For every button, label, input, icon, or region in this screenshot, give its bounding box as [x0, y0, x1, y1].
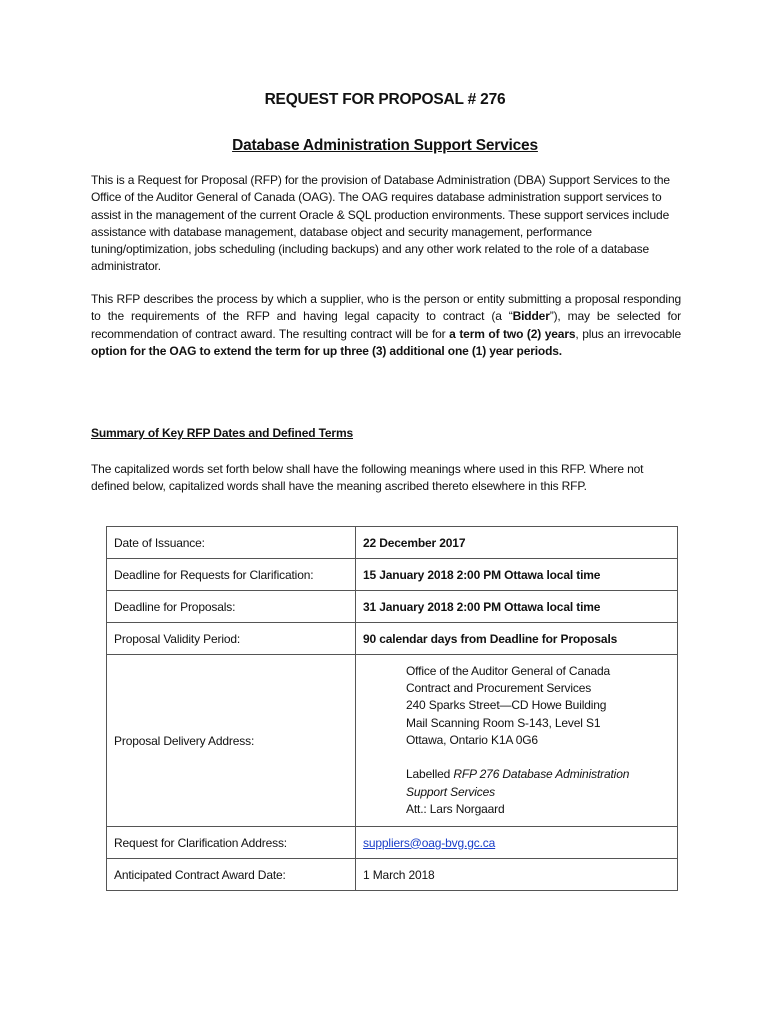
attention-line: Att.: Lars Norgaard — [406, 801, 505, 816]
address-line: Mail Scanning Room S-143, Level S1 — [406, 715, 601, 730]
row-label: Date of Issuance: — [107, 527, 356, 559]
contract-term: a term of two (2) years — [449, 326, 576, 341]
address-line: Ottawa, Ontario K1A 0G6 — [406, 733, 538, 747]
row-value: 90 calendar days from Deadline for Proposals — [356, 623, 678, 655]
delivery-address-cell — [356, 655, 678, 827]
labelled-line — [406, 766, 670, 783]
row-label: Deadline for Proposals: — [107, 591, 356, 623]
intro-paragraph: This is a Request for Proposal (RFP) for the provision of Database Administration (DBA) Support Services to the Office of the Auditor General of Canada (OAG). The OAG requires database administration support services to assist in the management of the current Oracle & SQL production environments. These support services include assistance with database management, database object and security management, performance tuning/optimization, jobs scheduling (including backups) and any other work related to the role of a database administrator. — [91, 173, 670, 274]
award-label: Anticipated Contract Award Date: — [107, 859, 356, 891]
delivery-label: Proposal Delivery Address: — [107, 655, 356, 827]
row-label: Deadline for Requests for Clarification: — [107, 559, 356, 591]
clarification-email-link[interactable]: suppliers@oag-bvg.gc.ca — [363, 835, 496, 850]
summary-heading: Summary of Key RFP Dates and Defined Terms — [91, 426, 354, 440]
table-row — [107, 527, 678, 559]
summary-paragraph: The capitalized words set forth below shall have the following meanings where used in this RFP. Where not defined below, capitalized words shall have the meaning ascribed thereto elsewhere in this RFP. — [91, 462, 644, 494]
row-value: 31 January 2018 2:00 PM Ottawa local time — [356, 591, 678, 623]
labelled-title-1: RFP 276 Database Administration — [453, 767, 630, 782]
table-row — [107, 559, 678, 591]
process-text-3: , plus an irrevocable — [575, 326, 682, 341]
table-row-delivery — [107, 655, 678, 827]
clarification-label: Request for Clarification Address: — [107, 827, 356, 859]
process-text-1: This RFP describes the process by which a supplier, who is the person or entity submitting a proposal responding to the requirements of the RFP and having legal capacity to contract (a “ — [91, 292, 681, 324]
table-row — [107, 591, 678, 623]
extension-option: option for the OAG to extend the term for up three (3) additional one (1) year periods. — [91, 343, 562, 358]
row-label: Proposal Validity Period: — [107, 623, 356, 655]
address-line: Contract and Procurement Services — [406, 681, 592, 696]
address-spacer — [406, 749, 670, 766]
labelled-prefix: Labelled — [406, 767, 454, 782]
document-title: REQUEST FOR PROPOSAL # 276 — [264, 91, 506, 108]
row-value: 22 December 2017 — [356, 527, 678, 559]
award-value: 1 March 2018 — [356, 859, 678, 891]
clarification-value — [356, 827, 678, 859]
delivery-address — [363, 663, 670, 818]
table-row-clarification — [107, 827, 678, 859]
bidder-term: Bidder — [512, 309, 550, 324]
address-line: Office of the Auditor General of Canada — [406, 663, 611, 678]
key-dates-table — [106, 526, 678, 891]
process-text-2: ”), may be selected for recommendation of contract award. The resulting contract will be for — [91, 309, 682, 341]
process-paragraph — [91, 291, 681, 360]
labelled-title-2: Support Services — [406, 784, 495, 799]
document-subtitle: Database Administration Support Services — [232, 137, 538, 154]
row-value: 15 January 2018 2:00 PM Ottawa local time — [356, 559, 678, 591]
table-row-award — [107, 859, 678, 891]
address-line: 240 Sparks Street—CD Howe Building — [406, 698, 607, 713]
table-row — [107, 623, 678, 655]
